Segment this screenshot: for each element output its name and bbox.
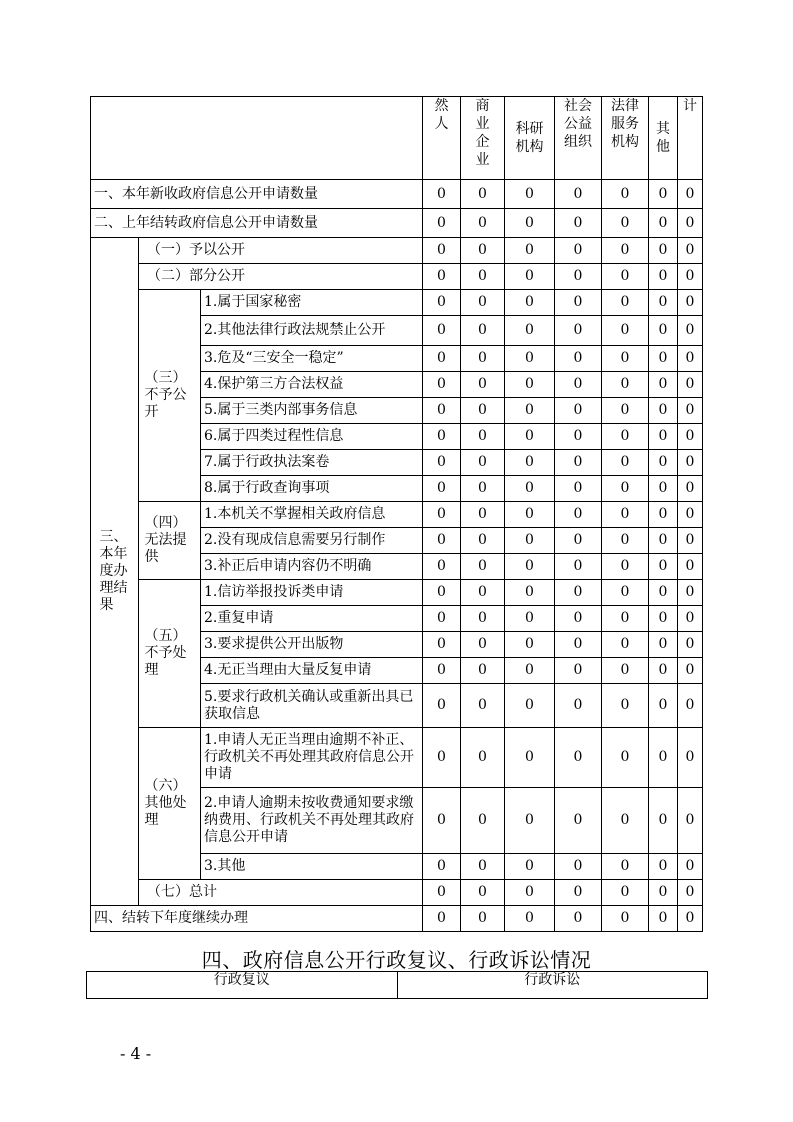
value-cell: 0 [423, 424, 461, 450]
value-cell: 0 [461, 788, 505, 854]
value-cell: 0 [555, 372, 602, 398]
value-cell: 0 [461, 580, 505, 606]
value-cell: 0 [678, 906, 703, 932]
group-label-text: （五）不予处理 [144, 628, 187, 678]
section-title: 四、政府信息公开行政复议、行政诉讼情况 [201, 948, 592, 972]
value-cell: 0 [461, 606, 505, 632]
value-cell: 0 [678, 854, 703, 880]
value-cell: 0 [555, 398, 602, 424]
value-cell: 0 [423, 316, 461, 346]
value-cell: 0 [505, 658, 555, 684]
value-cell: 0 [505, 528, 555, 554]
value-cell: 0 [423, 264, 461, 290]
value-cell: 0 [678, 684, 703, 728]
value-cell: 0 [461, 880, 505, 906]
value-cell: 0 [602, 238, 649, 264]
value-cell: 0 [602, 264, 649, 290]
item-label: 3.其他 [201, 854, 423, 880]
value-cell: 0 [461, 906, 505, 932]
value-cell: 0 [602, 502, 649, 528]
value-cell: 0 [602, 424, 649, 450]
value-cell: 0 [649, 502, 678, 528]
value-cell: 0 [461, 502, 505, 528]
value-cell: 0 [602, 346, 649, 372]
value-cell: 0 [461, 290, 505, 316]
value-cell: 0 [678, 580, 703, 606]
value-cell: 0 [602, 476, 649, 502]
group-label [139, 502, 201, 580]
value-cell: 0 [555, 180, 602, 209]
value-cell: 0 [602, 580, 649, 606]
item-label: 5.要求行政机关确认或重新出具已获取信息 [201, 684, 423, 728]
value-cell: 0 [602, 398, 649, 424]
header-total: 计 [678, 97, 703, 180]
value-cell: 0 [678, 238, 703, 264]
table-row [91, 209, 703, 238]
value-cell: 0 [678, 788, 703, 854]
value-cell: 0 [505, 606, 555, 632]
value-cell: 0 [505, 372, 555, 398]
group-label: （一）予以公开 [139, 238, 423, 264]
value-cell: 0 [423, 580, 461, 606]
value-cell: 0 [423, 854, 461, 880]
table-row [91, 238, 703, 264]
value-cell: 0 [423, 880, 461, 906]
item-label: 1.属于国家秘密 [201, 290, 423, 316]
value-cell: 0 [678, 502, 703, 528]
value-cell: 0 [555, 316, 602, 346]
table-row [91, 264, 703, 290]
value-cell: 0 [602, 450, 649, 476]
value-cell: 0 [678, 372, 703, 398]
value-cell: 0 [423, 398, 461, 424]
table-row [91, 728, 703, 788]
table-row [91, 880, 703, 906]
value-cell: 0 [505, 264, 555, 290]
value-cell: 0 [505, 632, 555, 658]
value-cell: 0 [602, 854, 649, 880]
value-cell: 0 [461, 658, 505, 684]
value-cell: 0 [649, 906, 678, 932]
group-label [139, 290, 201, 502]
value-cell: 0 [505, 346, 555, 372]
value-cell: 0 [555, 606, 602, 632]
header-research: 科研机构 [505, 97, 555, 180]
value-cell: 0 [423, 476, 461, 502]
value-cell: 0 [678, 346, 703, 372]
value-cell: 0 [602, 632, 649, 658]
item-label: 3.要求提供公开出版物 [201, 632, 423, 658]
value-cell: 0 [555, 502, 602, 528]
value-cell: 0 [423, 372, 461, 398]
value-cell: 0 [602, 788, 649, 854]
value-cell: 0 [678, 398, 703, 424]
value-cell: 0 [649, 450, 678, 476]
value-cell: 0 [649, 880, 678, 906]
value-cell: 0 [423, 528, 461, 554]
value-cell: 0 [423, 684, 461, 728]
value-cell: 0 [649, 316, 678, 346]
admin-litigation-header: 行政诉讼 [397, 972, 708, 999]
value-cell: 0 [555, 658, 602, 684]
value-cell: 0 [555, 346, 602, 372]
row-label: 四、结转下年度继续办理 [91, 906, 423, 932]
value-cell: 0 [505, 398, 555, 424]
item-label: 2.重复申请 [201, 606, 423, 632]
value-cell: 0 [649, 180, 678, 209]
value-cell: 0 [505, 906, 555, 932]
value-cell: 0 [505, 684, 555, 728]
value-cell: 0 [423, 502, 461, 528]
value-cell: 0 [678, 554, 703, 580]
value-cell: 0 [461, 209, 505, 238]
value-cell: 0 [555, 424, 602, 450]
value-cell: 0 [602, 728, 649, 788]
value-cell: 0 [555, 450, 602, 476]
review-litigation-table [86, 971, 708, 999]
value-cell: 0 [649, 346, 678, 372]
value-cell: 0 [423, 788, 461, 854]
value-cell: 0 [555, 632, 602, 658]
value-cell: 0 [602, 684, 649, 728]
value-cell: 0 [461, 398, 505, 424]
value-cell: 0 [555, 264, 602, 290]
table-row [91, 180, 703, 209]
value-cell: 0 [423, 209, 461, 238]
value-cell: 0 [649, 554, 678, 580]
item-label: 1.信访举报投诉类申请 [201, 580, 423, 606]
value-cell: 0 [678, 476, 703, 502]
value-cell: 0 [423, 450, 461, 476]
group-label-text: （六）其他处理 [144, 778, 187, 828]
value-cell: 0 [555, 906, 602, 932]
item-label: 1.本机关不掌握相关政府信息 [201, 502, 423, 528]
section3-label-text: 三、本年度办理结果 [99, 529, 128, 613]
value-cell: 0 [678, 180, 703, 209]
value-cell: 0 [602, 290, 649, 316]
value-cell: 0 [461, 346, 505, 372]
value-cell: 0 [602, 209, 649, 238]
group-label: （二）部分公开 [139, 264, 423, 290]
group-label: （七）总计 [139, 880, 423, 906]
value-cell: 0 [555, 290, 602, 316]
value-cell: 0 [505, 554, 555, 580]
value-cell: 0 [505, 580, 555, 606]
table-row [91, 580, 703, 606]
value-cell: 0 [555, 880, 602, 906]
value-cell: 0 [649, 238, 678, 264]
value-cell: 0 [649, 658, 678, 684]
value-cell: 0 [423, 632, 461, 658]
value-cell: 0 [423, 554, 461, 580]
value-cell: 0 [423, 728, 461, 788]
page-number: - 4 - [120, 1044, 152, 1063]
value-cell: 0 [678, 290, 703, 316]
item-label: 1.申请人无正当理由逾期不补正、行政机关不再处理其政府信息公开申请 [201, 728, 423, 788]
value-cell: 0 [423, 606, 461, 632]
value-cell: 0 [461, 684, 505, 728]
value-cell: 0 [505, 450, 555, 476]
admin-review-header: 行政复议 [87, 972, 398, 999]
value-cell: 0 [461, 632, 505, 658]
group-label [139, 728, 201, 880]
value-cell: 0 [602, 554, 649, 580]
value-cell: 0 [555, 238, 602, 264]
value-cell: 0 [505, 880, 555, 906]
table-row [91, 906, 703, 932]
value-cell: 0 [602, 880, 649, 906]
header-row [91, 97, 703, 180]
value-cell: 0 [678, 316, 703, 346]
value-cell: 0 [649, 606, 678, 632]
value-cell: 0 [678, 632, 703, 658]
value-cell: 0 [461, 450, 505, 476]
value-cell: 0 [505, 854, 555, 880]
value-cell: 0 [678, 209, 703, 238]
item-label: 5.属于三类内部事务信息 [201, 398, 423, 424]
section3-label [91, 238, 139, 906]
header-public-welfare: 社会公益组织 [555, 97, 602, 180]
value-cell: 0 [678, 450, 703, 476]
table-row [91, 502, 703, 528]
value-cell: 0 [555, 528, 602, 554]
value-cell: 0 [505, 238, 555, 264]
value-cell: 0 [423, 346, 461, 372]
item-label: 2.其他法律行政法规禁止公开 [201, 316, 423, 346]
value-cell: 0 [505, 209, 555, 238]
value-cell: 0 [649, 209, 678, 238]
value-cell: 0 [678, 264, 703, 290]
value-cell: 0 [649, 580, 678, 606]
value-cell: 0 [505, 316, 555, 346]
value-cell: 0 [461, 854, 505, 880]
item-label: 2.申请人逾期未按收费通知要求缴纳费用、行政机关不再处理其政府信息公开申请 [201, 788, 423, 854]
value-cell: 0 [555, 788, 602, 854]
value-cell: 0 [555, 854, 602, 880]
value-cell: 0 [649, 728, 678, 788]
value-cell: 0 [649, 424, 678, 450]
value-cell: 0 [461, 372, 505, 398]
value-cell: 0 [649, 476, 678, 502]
value-cell: 0 [678, 728, 703, 788]
item-label: 8.属于行政查询事项 [201, 476, 423, 502]
value-cell: 0 [461, 476, 505, 502]
value-cell: 0 [678, 880, 703, 906]
value-cell: 0 [555, 476, 602, 502]
value-cell: 0 [649, 854, 678, 880]
item-label: 4.无正当理由大量反复申请 [201, 658, 423, 684]
header-legal-service: 法律服务机构 [602, 97, 649, 180]
value-cell: 0 [602, 372, 649, 398]
value-cell: 0 [505, 788, 555, 854]
value-cell: 0 [461, 728, 505, 788]
value-cell: 0 [505, 502, 555, 528]
value-cell: 0 [461, 180, 505, 209]
item-label: 2.没有现成信息需要另行制作 [201, 528, 423, 554]
value-cell: 0 [649, 264, 678, 290]
value-cell: 0 [555, 728, 602, 788]
group-label [139, 580, 201, 728]
value-cell: 0 [555, 580, 602, 606]
item-label: 4.保护第三方合法权益 [201, 372, 423, 398]
value-cell: 0 [555, 209, 602, 238]
header-business: 商业企业 [461, 97, 505, 180]
value-cell: 0 [555, 554, 602, 580]
value-cell: 0 [423, 180, 461, 209]
row-label: 二、上年结转政府信息公开申请数量 [91, 209, 423, 238]
value-cell: 0 [505, 290, 555, 316]
value-cell: 0 [649, 398, 678, 424]
value-cell: 0 [602, 906, 649, 932]
value-cell: 0 [649, 632, 678, 658]
value-cell: 0 [678, 606, 703, 632]
value-cell: 0 [461, 238, 505, 264]
value-cell: 0 [505, 180, 555, 209]
value-cell: 0 [505, 728, 555, 788]
value-cell: 0 [461, 554, 505, 580]
value-cell: 0 [649, 528, 678, 554]
value-cell: 0 [555, 684, 602, 728]
value-cell: 0 [602, 180, 649, 209]
value-cell: 0 [461, 264, 505, 290]
value-cell: 0 [649, 684, 678, 728]
value-cell: 0 [649, 788, 678, 854]
group-label-text: （三）不予公开 [144, 370, 187, 420]
header-blank-cell [91, 97, 423, 180]
value-cell: 0 [602, 316, 649, 346]
value-cell: 0 [602, 658, 649, 684]
value-cell: 0 [602, 606, 649, 632]
value-cell: 0 [423, 238, 461, 264]
table-row [91, 290, 703, 316]
value-cell: 0 [505, 424, 555, 450]
value-cell: 0 [423, 906, 461, 932]
value-cell: 0 [678, 424, 703, 450]
value-cell: 0 [678, 658, 703, 684]
statistics-table [90, 96, 703, 932]
item-label: 6.属于四类过程性信息 [201, 424, 423, 450]
value-cell: 0 [649, 372, 678, 398]
review-litigation-header [87, 972, 708, 999]
value-cell: 0 [649, 290, 678, 316]
value-cell: 0 [461, 528, 505, 554]
value-cell: 0 [505, 476, 555, 502]
header-natural-person: 然人 [423, 97, 461, 180]
value-cell: 0 [461, 316, 505, 346]
group-label-text: （四）无法提供 [144, 515, 187, 565]
value-cell: 0 [423, 658, 461, 684]
row-label: 一、本年新收政府信息公开申请数量 [91, 180, 423, 209]
item-label: 7.属于行政执法案卷 [201, 450, 423, 476]
value-cell: 0 [602, 528, 649, 554]
item-label: 3.补正后申请内容仍不明确 [201, 554, 423, 580]
item-label: 3.危及“三安全一稳定” [201, 346, 423, 372]
value-cell: 0 [678, 528, 703, 554]
value-cell: 0 [423, 290, 461, 316]
header-other: 其他 [649, 97, 678, 180]
value-cell: 0 [461, 424, 505, 450]
